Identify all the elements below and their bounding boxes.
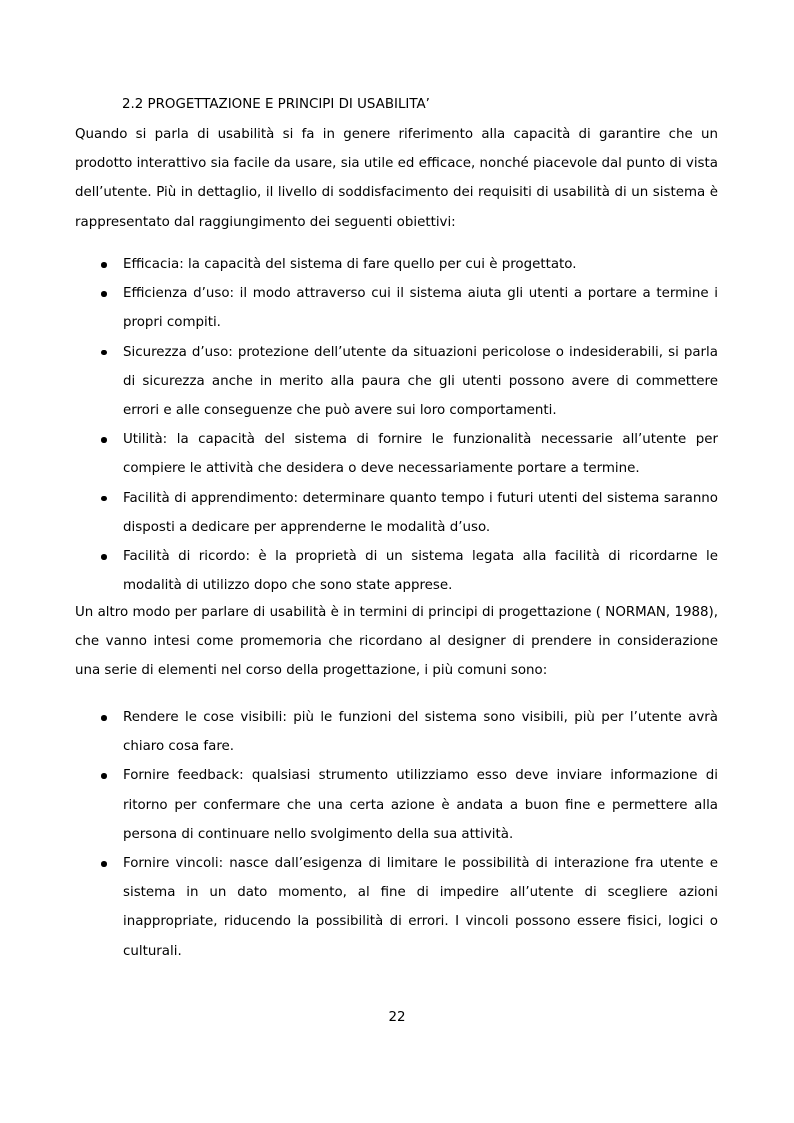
principles-list [75, 703, 718, 966]
list-item-apprendimento: Facilità di apprendimento: determinare quanto tempo i futuri utenti del sistema saranno disposti a dedicare per apprenderne le modalità d’uso. [75, 484, 718, 542]
list-item-efficienza: Efficienza d’uso: il modo attraverso cui il sistema aiuta gli utenti a portare a termine i propri compiti. [75, 279, 718, 337]
section-heading: 2.2 PROGETTAZIONE E PRINCIPI DI USABILITA’ [122, 97, 430, 112]
list-item-feedback: Fornire feedback: qualsiasi strumento utilizziamo esso deve inviare informazione di ritorno per confermare che una certa azione è andata a buon fine e permettere alla persona di continuare nello svolgimento della sua attività. [75, 761, 718, 849]
list-item-ricordo: Facilità di ricordo: è la proprietà di un sistema legata alla facilità di ricordarne le modalità di utilizzo dopo che sono state apprese. [75, 542, 718, 600]
objectives-list [75, 250, 718, 600]
list-item-efficacia: Efficacia: la capacità del sistema di fare quello per cui è progettato. [75, 250, 718, 279]
list-item-utilita: Utilità: la capacità del sistema di fornire le funzionalità necessarie all’utente per compiere le attività che desidera o deve necessariamente portare a termine. [75, 425, 718, 483]
intro-paragraph: Quando si parla di usabilità si fa in genere riferimento alla capacità di garantire che un prodotto interattivo sia facile da usare, sia utile ed efficace, nonché piacevole dal punto di vista dell’utente. Più in dettaglio, il livello di soddisfacimento dei requisiti di usabilità di un sistema è rappresentato dal raggiungimento dei seguenti obiettivi: [75, 127, 718, 230]
list-item-sicurezza: Sicurezza d’uso: protezione dell’utente da situazioni pericolose o indesiderabili, si parla di sicurezza anche in merito alla paura che gli utenti possono avere di commettere errori e alle conseguenze che può avere sui loro comportamenti. [75, 338, 718, 426]
list-item-visibilita: Rendere le cose visibili: più le funzioni del sistema sono visibili, più per l’utente avrà chiaro cosa fare. [75, 703, 718, 761]
list-item-vincoli: Fornire vincoli: nasce dall’esigenza di limitare le possibilità di interazione fra utente e sistema in un dato momento, al fine di impedire all’utente di scegliere azioni inappropriate, riducendo la possibilità di errori. I vincoli possono essere fisici, logici o culturali. [75, 849, 718, 966]
principles-paragraph: Un altro modo per parlare di usabilità è in termini di principi di progettazione ( NORMAN, 1988), che vanno intesi come promemoria che ricordano al designer di prendere in considerazione una serie di elementi nel corso della progettazione, i più comuni sono: [75, 605, 718, 679]
page-number: 22 [388, 1010, 406, 1025]
